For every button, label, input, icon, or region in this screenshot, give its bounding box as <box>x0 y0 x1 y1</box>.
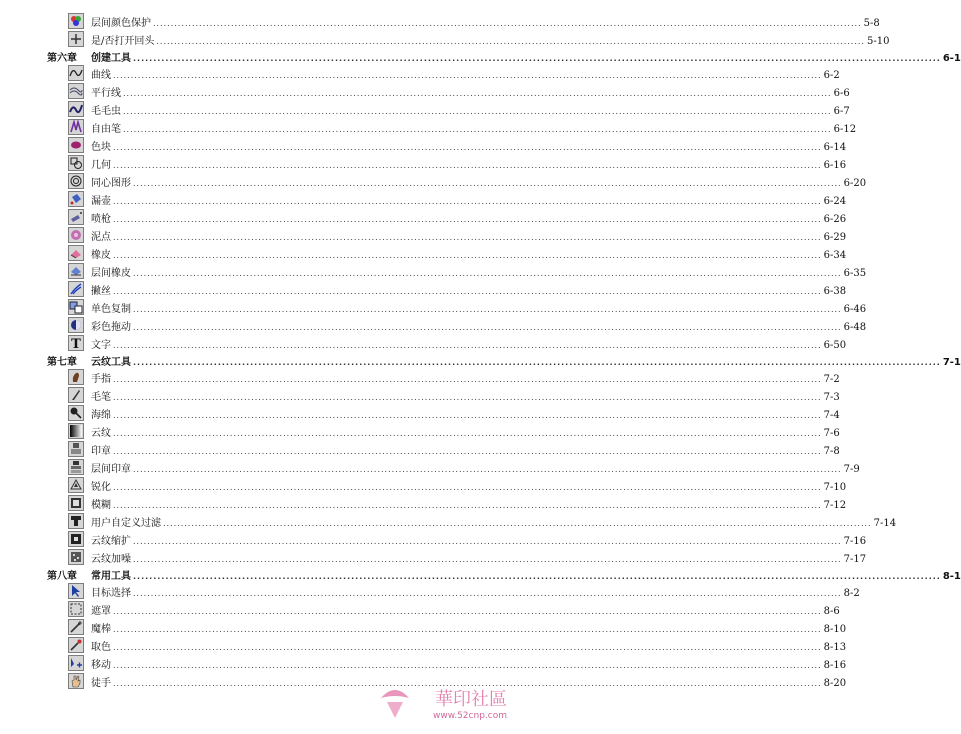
chapter-number: 第七章 <box>47 356 77 368</box>
page-number: 8-20 <box>823 677 847 689</box>
entry-title: 橡皮 <box>91 249 111 261</box>
entry-title: 常用工具 <box>91 570 131 582</box>
page-number: 7-9 <box>843 463 860 475</box>
toc-entry <box>91 496 847 511</box>
page-number: 7-1 <box>942 356 961 368</box>
dot-leader: ........................................................................................................................................................................................................ <box>113 606 822 616</box>
custom-filter-icon <box>68 513 84 529</box>
page-number: 6-2 <box>823 69 840 81</box>
toc-entry <box>91 460 860 475</box>
svg-text:T: T <box>71 337 81 352</box>
toc-entry-row <box>0 440 840 458</box>
dot-leader: ........................................................................................................................................................................................................ <box>113 642 822 652</box>
dot-leader: ........................................................................................................................................................................................................ <box>156 36 865 46</box>
dot-leader: ........................................................................................................................................................................................................ <box>123 124 832 134</box>
toc-entry <box>91 406 840 421</box>
page-number: 7-6 <box>823 427 840 439</box>
toc-entry-row <box>0 190 847 208</box>
page-number: 7-4 <box>823 409 840 421</box>
toc-entry <box>91 246 847 261</box>
dot-leader: ........................................................................................................................................................................................................ <box>123 88 832 98</box>
toc-entry-row <box>0 512 897 530</box>
dot-leader: ........................................................................................................................................................................................................ <box>113 196 822 206</box>
toc-entry-row <box>0 422 840 440</box>
page-number: 6-29 <box>823 231 847 243</box>
text-icon <box>68 335 84 351</box>
toc-entry-row <box>0 530 867 548</box>
entry-title: 平行线 <box>91 87 121 99</box>
toc-entry <box>91 336 847 351</box>
page-number: 6-14 <box>823 141 847 153</box>
toc-entry-row <box>0 208 847 226</box>
dot-leader: ........................................................................................................................................................................................................ <box>133 357 941 367</box>
page-number: 8-1 <box>942 570 961 582</box>
entry-title: 用户自定义过滤 <box>91 517 161 529</box>
dot-leader: ........................................................................................................................................................................................................ <box>133 268 842 278</box>
toc-entry-row <box>0 618 847 636</box>
toc-entry-row <box>0 30 890 48</box>
sharpen-icon <box>68 477 84 493</box>
page-number: 6-35 <box>843 267 867 279</box>
layer-eraser-icon <box>68 263 84 279</box>
concentric-icon <box>68 173 84 189</box>
toc-entry-row <box>0 582 860 600</box>
entry-title: 是/否打开回头 <box>91 35 155 47</box>
bucket-icon <box>68 191 84 207</box>
dot-leader: ........................................................................................................................................................................................................ <box>133 304 842 314</box>
page-number: 6-20 <box>843 177 867 189</box>
chapter-number: 第八章 <box>47 570 77 582</box>
dot-leader: ........................................................................................................................................................................................................ <box>113 142 822 152</box>
page-number: 8-6 <box>823 605 840 617</box>
entry-title: 毛毛虫 <box>91 105 121 117</box>
brush-icon <box>68 387 84 403</box>
entry-title: 印章 <box>91 445 111 457</box>
toc-entry-row <box>0 118 857 136</box>
layer-stamp-icon <box>68 459 84 475</box>
sponge-icon <box>68 405 84 421</box>
toc-entry <box>91 102 850 117</box>
page-number: 7-17 <box>843 553 867 565</box>
entry-title: 喷枪 <box>91 213 111 225</box>
toc-entry-row <box>0 280 847 298</box>
entry-title: 徒手 <box>91 677 111 689</box>
dot-leader: ........................................................................................................................................................................................................ <box>113 410 822 420</box>
dot-leader: ........................................................................................................................................................................................................ <box>113 70 822 80</box>
entry-title: 层间橡皮 <box>91 267 131 279</box>
entry-title: 层间印章 <box>91 463 131 475</box>
toc-entry <box>91 228 847 243</box>
hand-icon <box>68 673 84 689</box>
toc-entry <box>91 300 867 315</box>
dot-leader: ........................................................................................................................................................................................................ <box>163 518 872 528</box>
page-number: 6-1 <box>942 52 961 64</box>
dot-leader: ........................................................................................................................................................................................................ <box>113 340 822 350</box>
chapter-heading-row <box>0 352 961 368</box>
toc-entry <box>91 174 867 189</box>
table-of-contents <box>0 12 961 690</box>
page-number: 6-6 <box>833 87 850 99</box>
toc-entry-row <box>0 636 847 654</box>
entry-title: 彩色拖动 <box>91 321 131 333</box>
page-number: 8-10 <box>823 623 847 635</box>
toc-entry-row <box>0 244 847 262</box>
entry-title: 毛笔 <box>91 391 111 403</box>
entry-title: 云纹工具 <box>91 356 131 368</box>
toc-entry <box>91 282 847 297</box>
dot-leader: ........................................................................................................................................................................................................ <box>113 428 822 438</box>
toc-entry <box>91 138 847 153</box>
toc-entry-row <box>0 334 847 352</box>
page-number: 6-48 <box>843 321 867 333</box>
dot-leader: ........................................................................................................................................................................................................ <box>113 624 822 634</box>
entry-title: 自由笔 <box>91 123 121 135</box>
page-number: 6-34 <box>823 249 847 261</box>
entry-title: 云纹 <box>91 427 111 439</box>
entry-title: 几何 <box>91 159 111 171</box>
page-number: 6-7 <box>833 105 850 117</box>
toc-entry <box>91 638 847 653</box>
color-drag-icon <box>68 317 84 333</box>
dot-leader: ........................................................................................................................................................................................................ <box>113 374 822 384</box>
dot-leader: ........................................................................................................................................................................................................ <box>113 160 822 170</box>
chapter-heading-row <box>0 48 961 64</box>
entry-title: 文字 <box>91 339 111 351</box>
page-number: 6-16 <box>823 159 847 171</box>
entry-title: 同心图形 <box>91 177 131 189</box>
toc-entry-row <box>0 316 867 334</box>
dot-leader: ........................................................................................................................................................................................................ <box>113 286 822 296</box>
page-number: 5-10 <box>866 35 890 47</box>
freehand-pen-icon <box>68 119 84 135</box>
toc-entry <box>91 442 840 457</box>
dot-leader: ........................................................................................................................................................................................................ <box>113 500 822 510</box>
parallel-line-icon <box>68 83 84 99</box>
dot-leader: ........................................................................................................................................................................................................ <box>113 392 822 402</box>
toc-entry <box>91 584 860 599</box>
toc-entry-row <box>0 476 847 494</box>
dot-leader: ........................................................................................................................................................................................................ <box>123 106 832 116</box>
watermark-logo-icon <box>377 684 413 720</box>
toc-entry-row <box>0 172 867 190</box>
toc-entry-row <box>0 458 860 476</box>
toc-entry <box>91 210 847 225</box>
toc-entry <box>91 370 840 385</box>
entry-title: 遮罩 <box>91 605 111 617</box>
watermark-url: www.52cnp.com <box>432 711 507 721</box>
finger-icon <box>68 369 84 385</box>
entry-title: 手指 <box>91 373 111 385</box>
entry-title: 移动 <box>91 659 111 671</box>
toc-entry-row <box>0 600 840 618</box>
eraser-icon <box>68 245 84 261</box>
entry-title: 单色复制 <box>91 303 131 315</box>
toc-entry <box>91 120 857 135</box>
toc-entry <box>91 532 867 547</box>
entry-title: 泥点 <box>91 231 111 243</box>
page-number: 6-12 <box>833 123 857 135</box>
page-number: 8-13 <box>823 641 847 653</box>
stamp-icon <box>68 441 84 457</box>
dot-leader: ........................................................................................................................................................................................................ <box>113 660 822 670</box>
page-number: 7-2 <box>823 373 840 385</box>
pointer-icon <box>68 583 84 599</box>
entry-title: 漏壶 <box>91 195 111 207</box>
entry-title: 曲线 <box>91 69 111 81</box>
toc-entry <box>91 156 847 171</box>
toc-entry <box>91 478 847 493</box>
toc-entry <box>91 49 961 64</box>
toc-entry-row <box>0 64 840 82</box>
chapter-heading-row <box>0 566 961 582</box>
page-number: 7-3 <box>823 391 840 403</box>
toc-entry <box>91 66 840 81</box>
dot-leader: ........................................................................................................................................................................................................ <box>153 18 862 28</box>
toc-entry-row <box>0 154 847 172</box>
entry-title: 色块 <box>91 141 111 153</box>
mud-dots-icon <box>68 227 84 243</box>
dot-leader: ........................................................................................................................................................................................................ <box>113 250 822 260</box>
toc-entry-row <box>0 298 867 316</box>
watermark-logo-text: 華印社區 <box>435 689 507 710</box>
toc-entry <box>91 84 850 99</box>
page-number: 7-12 <box>823 499 847 511</box>
page-number: 7-16 <box>843 535 867 547</box>
toc-entry <box>91 388 840 403</box>
toc-entry <box>91 264 867 279</box>
page-number: 6-46 <box>843 303 867 315</box>
toc-entry <box>91 424 840 439</box>
eyedropper-icon <box>68 637 84 653</box>
dot-leader: ........................................................................................................................................................................................................ <box>133 588 842 598</box>
toc-entry-row <box>0 368 840 386</box>
page-number: 6-26 <box>823 213 847 225</box>
dot-leader: ........................................................................................................................................................................................................ <box>113 482 822 492</box>
toc-entry-row <box>0 404 840 422</box>
toc-entry-row <box>0 136 847 154</box>
toc-entry <box>91 318 867 333</box>
page-number: 8-16 <box>823 659 847 671</box>
color-protect-icon <box>68 13 84 29</box>
page-number: 7-14 <box>873 517 897 529</box>
toc-entry <box>91 602 840 617</box>
toc-entry <box>91 550 867 565</box>
toc-entry <box>91 620 847 635</box>
toc-entry-row <box>0 494 847 512</box>
entry-title: 模糊 <box>91 499 111 511</box>
dot-leader: ........................................................................................................................................................................................................ <box>133 554 842 564</box>
dot-leader: ........................................................................................................................................................................................................ <box>133 464 842 474</box>
page-number: 5-8 <box>863 17 880 29</box>
toc-entry <box>91 192 847 207</box>
entry-title: 层间颜色保护 <box>91 17 151 29</box>
magic-wand-icon <box>68 619 84 635</box>
toc-entry <box>91 353 961 368</box>
spray-gun-icon <box>68 209 84 225</box>
toc-entry-row <box>0 12 880 30</box>
toc-entry <box>91 32 890 47</box>
geometry-icon <box>68 155 84 171</box>
dot-leader: ........................................................................................................................................................................................................ <box>133 53 941 63</box>
entry-title: 取色 <box>91 641 111 653</box>
entry-title: 海绵 <box>91 409 111 421</box>
toc-entry-row <box>0 100 850 118</box>
entry-title: 云纹缩扩 <box>91 535 131 547</box>
toc-entry <box>91 567 961 582</box>
caterpillar-icon <box>68 101 84 117</box>
mask-icon <box>68 601 84 617</box>
toc-entry-row <box>0 82 850 100</box>
entry-title: 锐化 <box>91 481 111 493</box>
dot-leader: ........................................................................................................................................................................................................ <box>133 322 842 332</box>
cloud-noise-icon <box>68 549 84 565</box>
toc-entry-row <box>0 226 847 244</box>
toc-entry <box>91 14 880 29</box>
dot-leader: ........................................................................................................................................................................................................ <box>113 678 822 688</box>
cloud-pattern-icon <box>68 423 84 439</box>
color-block-icon <box>68 137 84 153</box>
toc-entry <box>91 656 847 671</box>
dot-leader: ........................................................................................................................................................................................................ <box>113 214 822 224</box>
watermark <box>377 678 507 728</box>
toc-entry-row <box>0 262 867 280</box>
chapter-number: 第六章 <box>47 52 77 64</box>
page-number: 7-8 <box>823 445 840 457</box>
entry-title: 云纹加噪 <box>91 553 131 565</box>
blur-icon <box>68 495 84 511</box>
dot-leader: ........................................................................................................................................................................................................ <box>113 446 822 456</box>
entry-title: 撇丝 <box>91 285 111 297</box>
toc-entry-row <box>0 548 867 566</box>
page-number: 8-2 <box>843 587 860 599</box>
dot-leader: ........................................................................................................................................................................................................ <box>133 536 842 546</box>
toc-entry <box>91 514 897 529</box>
dot-leader: ........................................................................................................................................................................................................ <box>133 178 842 188</box>
entry-title: 目标选择 <box>91 587 131 599</box>
mono-copy-icon <box>68 299 84 315</box>
toc-entry-row <box>0 654 847 672</box>
page-number: 7-10 <box>823 481 847 493</box>
entry-title: 创建工具 <box>91 52 131 64</box>
arrow-toggle-icon <box>68 31 84 47</box>
dot-leader: ........................................................................................................................................................................................................ <box>113 232 822 242</box>
toc-entry-row <box>0 386 840 404</box>
page-number: 6-38 <box>823 285 847 297</box>
entry-title: 魔棒 <box>91 623 111 635</box>
dot-leader: ........................................................................................................................................................................................................ <box>133 571 941 581</box>
page-number: 6-24 <box>823 195 847 207</box>
curve-icon <box>68 65 84 81</box>
move-icon <box>68 655 84 671</box>
cloud-expand-icon <box>68 531 84 547</box>
strands-icon <box>68 281 84 297</box>
page-number: 6-50 <box>823 339 847 351</box>
